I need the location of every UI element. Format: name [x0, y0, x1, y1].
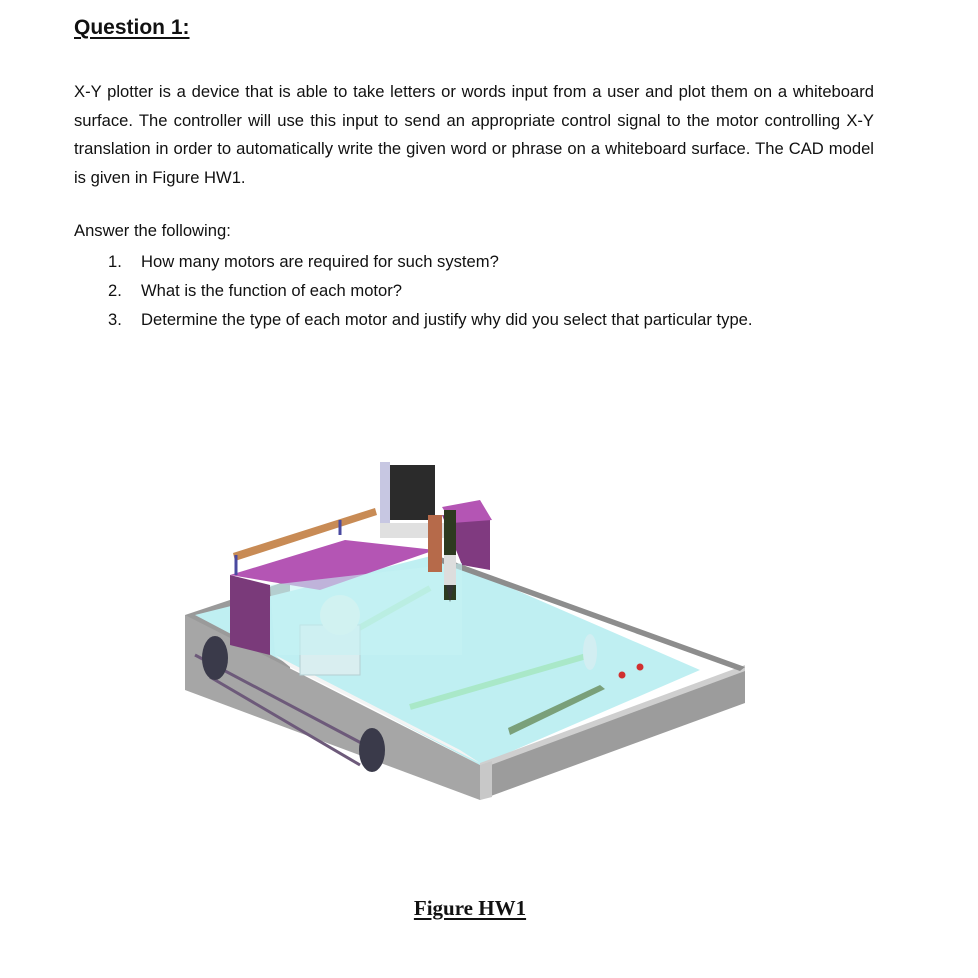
- item-number: 2.: [108, 281, 122, 300]
- figure-caption: Figure HW1: [413, 896, 527, 920]
- item-text: How many motors are required for such system?: [141, 252, 499, 271]
- gantry-side-left: [230, 575, 270, 655]
- button-red: [637, 664, 644, 671]
- question-description: X-Y plotter is a device that is able to take letters or words input from a user and plot them on a whiteboard surface. The controller will use this input to send an appropriate control signal to the motor controlling X-Y translation in order to automatically write the given word or phrase on a whiteboard surface. The CAD model is given in Figure HW1.: [74, 82, 874, 187]
- pen-holder-bracket: [428, 515, 442, 572]
- question-list: [108, 250, 753, 337]
- stepper-motor-x: [390, 465, 435, 520]
- item-text: What is the function of each motor?: [141, 281, 403, 300]
- question-item: [108, 279, 753, 308]
- tray-corner: [480, 761, 492, 800]
- question-item: [108, 308, 753, 337]
- question-title: Question 1:: [74, 16, 190, 39]
- item-number: 1.: [108, 252, 122, 271]
- pen-barrel: [444, 555, 456, 585]
- button-red: [619, 672, 626, 679]
- question-item: [108, 250, 753, 279]
- xy-plotter-cad-figure: [180, 445, 760, 805]
- belt-pulley-right: [359, 728, 385, 772]
- answer-intro: Answer the following:: [74, 221, 231, 240]
- rod-end-cap: [583, 634, 597, 670]
- item-text: Determine the type of each motor and justify why did you select that particular type.: [141, 310, 753, 329]
- belt-pulley-left: [202, 636, 228, 680]
- item-number: 3.: [108, 310, 122, 329]
- motor-mount: [380, 462, 390, 524]
